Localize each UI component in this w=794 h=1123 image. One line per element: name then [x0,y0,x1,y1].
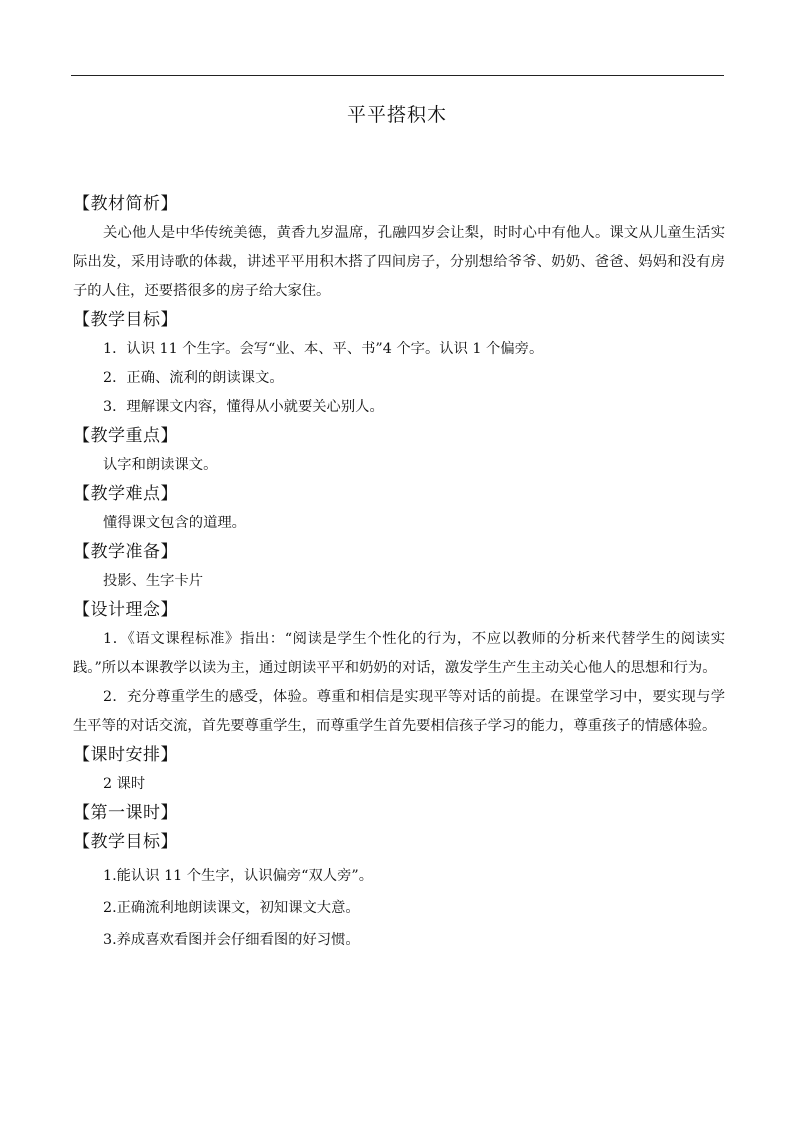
schedule-text: 2 课时 [103,776,146,792]
heading-design-concept: 【设计理念】 [73,600,178,620]
lesson-goal-item-1: 1.能认识 11 个生字，认识偏旁“双人旁”。 [103,868,373,884]
design-concept-para-1: 1．《语文课程标准》指出：“阅读是学生个性化的行为，不应以教师的分析来代替学生的阅读实践。”所以本课教学以读为主，通过朗读平平和奶奶的对话，激发学生产生主动关心他人的思想和行为。 [73,631,725,676]
goal-item-3: 3．理解课文内容，懂得从小就要关心别人。 [103,399,384,415]
heading-schedule: 【课时安排】 [73,745,178,765]
lesson-goal-item-2: 2.正确流利地朗读课文，初知课文大意。 [103,900,360,916]
textbook-analysis-text: 关心他人是中华传统美德，黄香九岁温席，孔融四岁会让梨，时时心中有他人。课文从儿童生活实际出发，采用诗歌的体裁，讲述平平用积木搭了四间房子，分别想给爷爷、奶奶、爸爸、妈妈和没有房子的人住，还要搭很多的房子给大家住。 [73,225,725,299]
goal-item-2: 2．正确、流利的朗读课文。 [103,370,284,386]
heading-lesson-goals: 【教学目标】 [73,832,178,852]
heading-first-lesson: 【第一课时】 [73,803,178,823]
header-rule [71,75,724,76]
design-concept-para-2: 2．充分尊重学生的感受，体验。尊重和相信是实现平等对话的前提。在课堂学习中，要实现与学生平等的对话交流，首先要尊重学生，而尊重学生首先要相信孩子学习的能力，尊重孩子的情感体验。 [73,689,725,734]
heading-textbook-analysis: 【教材简析】 [73,194,178,214]
heading-preparation: 【教学准备】 [73,542,178,562]
difficulties-text: 懂得课文包含的道理。 [103,515,246,531]
goal-item-1: 1．认识 11 个生字。会写“业、本、平、书”4 个字。认识 1 个偏旁。 [103,341,544,357]
key-points-text: 认字和朗读课文。 [103,457,218,473]
heading-difficulties: 【教学难点】 [73,484,178,504]
heading-teaching-goals: 【教学目标】 [73,310,178,330]
lesson-goal-item-3: 3.养成喜欢看图并会仔细看图的好习惯。 [103,932,360,948]
page-title: 平平搭积木 [346,104,447,126]
document-body [73,190,725,956]
heading-key-points: 【教学重点】 [73,426,178,446]
preparation-text: 投影、生字卡片 [103,573,204,589]
